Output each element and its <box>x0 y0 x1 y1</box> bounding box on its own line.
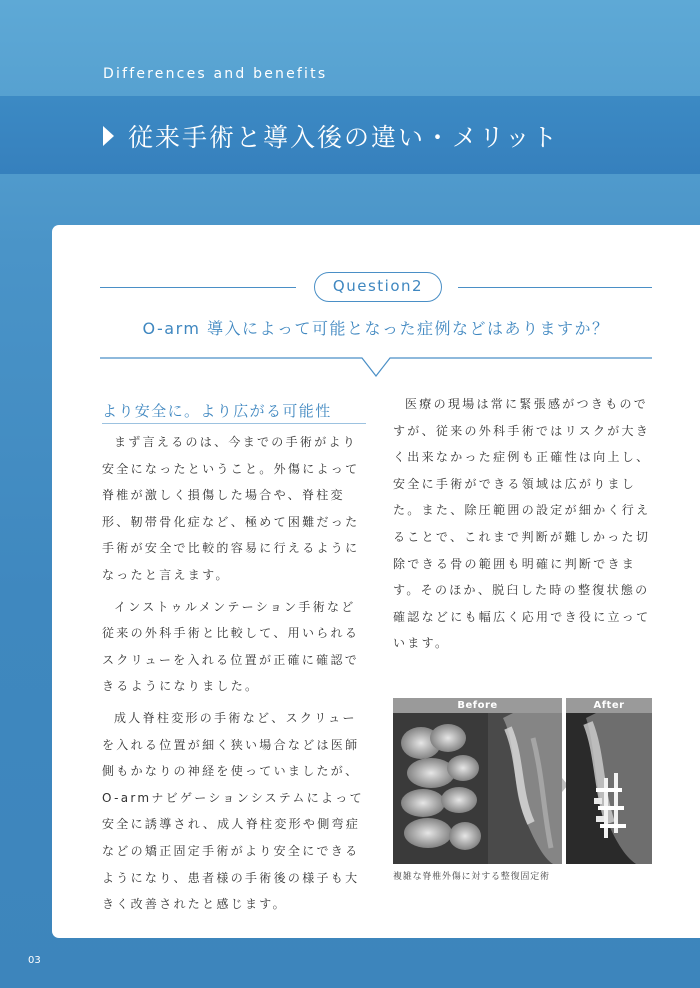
answer-left-column <box>102 429 366 923</box>
figure-caption: 複雑な脊椎外傷に対する整復固定術 <box>393 872 550 882</box>
before-xray-image <box>393 698 562 864</box>
question-badge: Question2 <box>314 272 442 302</box>
answer-subheading: より安全に。より広がる可能性 <box>102 402 332 420</box>
paragraph: 成人脊柱変形の手術など、スクリューを入れる位置が細く狭い場合などは医師側もかなりの神経を使っていましたが、O-armナビゲーションシステムによって安全に誘導され、成人脊柱変形や側弯症などの矯正固定手術がより安全にできるようになり、患者様の手術後の様子も大きく改善されたと感じます。 <box>102 710 364 912</box>
after-panel <box>566 698 652 864</box>
answer-right-column <box>393 391 655 662</box>
section-label: Differences and benefits <box>103 66 328 82</box>
paragraph: インストゥルメンテーション手術など従来の外科手術と比較して、用いられるスクリューを入れる位置が正確に確認できるようになりました。 <box>102 599 360 694</box>
after-xray-image <box>566 698 652 864</box>
xray-figure <box>393 698 652 864</box>
title-arrow-icon <box>103 126 114 146</box>
page-number: 03 <box>28 955 41 966</box>
paragraph: 医療の現場は常に緊張感がつきものですが、従来の外科手術ではリスクが大きく出来なかった症例も正確性は向上し、安全に手術ができる領域は広がりました。また、除圧範囲の設定が細かく行えることで、これまで判断が難しかった切除できる骨の範囲も明確に判断できます。そのほか、脱臼した時の整復状態の確認などにも幅広く応用でき役に立っています。 <box>393 397 651 651</box>
after-label: After <box>566 698 652 713</box>
question-rule-left <box>100 287 296 288</box>
before-panel <box>393 698 562 864</box>
subheading-underline <box>102 423 366 424</box>
question-text: O-arm 導入によって可能となった症例などはありますか？ <box>142 319 610 338</box>
question-rule-right <box>458 287 652 288</box>
question-divider <box>100 352 652 382</box>
before-label: Before <box>393 698 562 713</box>
paragraph: まず言えるのは、今までの手術がより安全になったということ。外傷によって脊椎が激しく損傷した場合や、脊柱変形、靭帯骨化症など、極めて困難だった手術が安全で比較的容易に行えるようになったと言えます。 <box>102 435 360 582</box>
page-title: 従来手術と導入後の違い・メリット <box>128 123 560 152</box>
